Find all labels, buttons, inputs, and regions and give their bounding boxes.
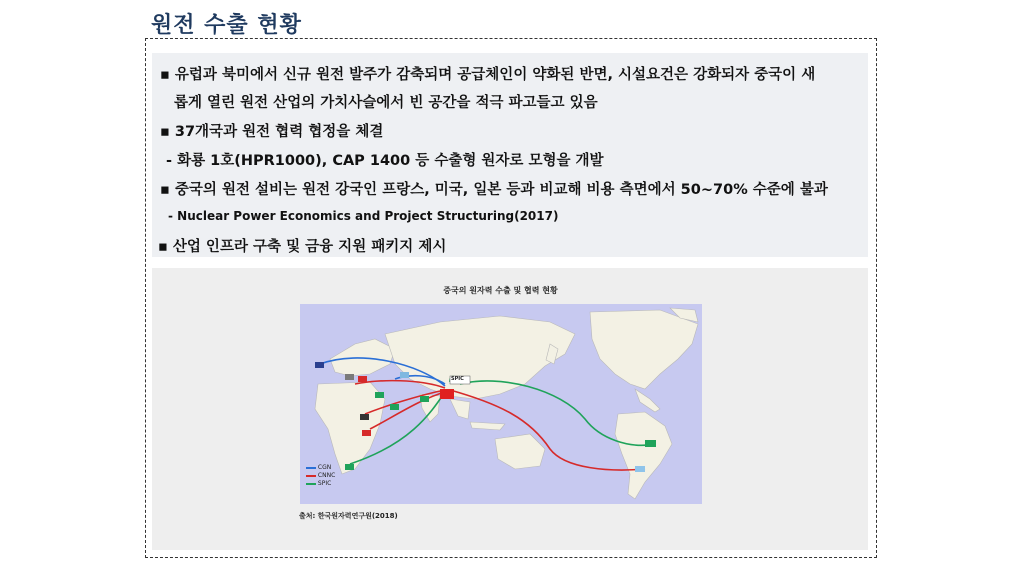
legend-item-cgn	[306, 464, 335, 472]
bullet-1-line-2: 롭게 열린 원전 산업의 가치사슬에서 빈 공간을 적극 파고들고 있음	[174, 95, 598, 111]
bullet-2: ▪ 37개국과 원전 협력 협정을 체결	[160, 124, 384, 140]
legend-swatch	[306, 483, 316, 485]
bullet-3: ▪ 중국의 원전 설비는 원전 강국인 프랑스, 미국, 일본 등과 비교해 비용 측면에서 50~70% 수준에 불과	[160, 182, 828, 198]
bullet-1-line-1: ▪ 유럽과 북미에서 신규 원전 발주가 감축되며 공급체인이 약화된 반면, 시설요건은 강화되자 중국이 새	[160, 67, 816, 83]
world-map	[300, 304, 702, 504]
bullet-4: ▪ 산업 인프라 구축 및 금융 지원 패키지 제시	[158, 239, 447, 255]
sub-bullet-1: - 화룡 1호(HPR1000), CAP 1400 등 수출형 원자로 모형을 개발	[166, 153, 604, 169]
legend-item-cnnc	[306, 472, 335, 480]
map-spic-label: SPIC	[451, 376, 464, 382]
legend-label: CNNC	[317, 472, 336, 479]
world-map-graphic	[300, 304, 702, 504]
legend-label: CGN	[317, 464, 332, 471]
sub-bullet-2: - Nuclear Power Economics and Project Structuring(2017)	[168, 209, 559, 223]
figure-source: 출처: 한국원자력연구원(2018)	[299, 512, 398, 520]
legend-swatch	[306, 467, 316, 469]
map-legend	[306, 464, 335, 488]
figure-title: 중국의 원자력 수출 및 협력 현황	[443, 286, 558, 295]
legend-label: SPIC	[317, 480, 332, 487]
slide-title: 원전 수출 현황	[151, 13, 302, 38]
legend-item-spic	[306, 480, 335, 488]
legend-swatch	[306, 475, 316, 477]
